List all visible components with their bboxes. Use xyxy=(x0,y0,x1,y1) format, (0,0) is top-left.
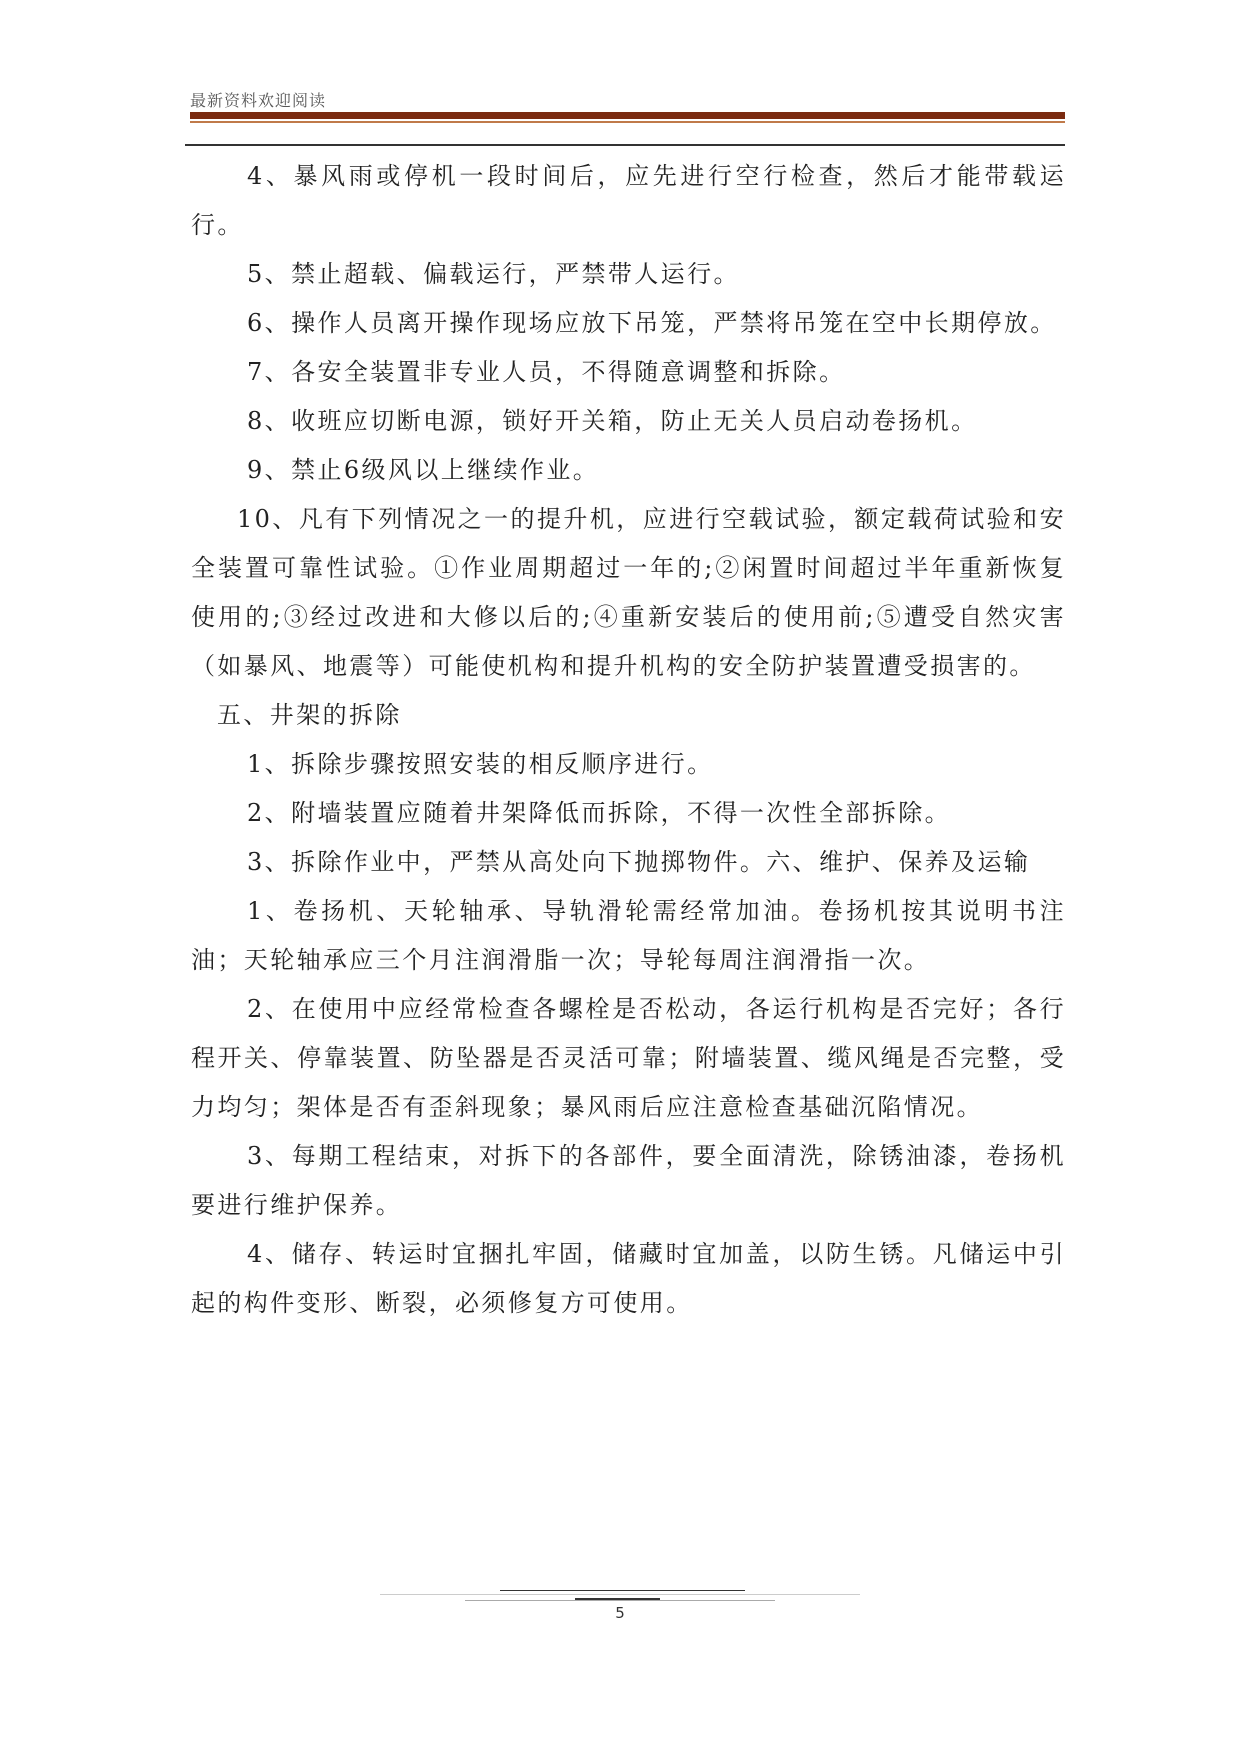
paragraph-maintenance-1: 1、卷扬机、天轮轴承、导轨滑轮需经常加油。卷扬机按其说明书注油；天轮轴承应三个月注润滑脂一次；导轮每周注润滑指一次。 xyxy=(191,897,1066,974)
paragraph-item-4: 4、暴风雨或停机一段时间后，应先进行空行检查，然后才能带载运行。 xyxy=(191,162,1066,239)
paragraph-item-10: 10、凡有下列情况之一的提升机，应进行空载试验，额定载荷试验和安全装置可靠性试验。①作业周期超过一年的;②闲置时间超过半年重新恢复使用的;③经过改进和大修以后的;④重新安装后的使用前;⑤遭受自然灾害（如暴风、地震等）可能使机构和提升机构的安全防护装置遭受损害的。 xyxy=(191,505,1066,680)
paragraph-item-9: 9、禁止6级风以上继续作业。 xyxy=(247,456,600,484)
paragraph-item-7: 7、各安全装置非专业人员，不得随意调整和拆除。 xyxy=(247,358,846,386)
header-rule-thin xyxy=(190,121,1065,123)
footer-rule-top xyxy=(500,1590,745,1591)
paragraph-item-8: 8、收班应切断电源，锁好开关箱，防止无关人员启动卷扬机。 xyxy=(247,407,978,435)
paragraph-item-5: 5、禁止超载、偏载运行，严禁带人运行。 xyxy=(247,260,740,288)
header-rule-thick xyxy=(190,112,1065,119)
paragraph-dismantle-1: 1、拆除步骤按照安装的相反顺序进行。 xyxy=(247,750,714,778)
footer-rule-bottom xyxy=(465,1600,775,1601)
paragraph-dismantle-2: 2、附墙装置应随着井架降低而拆除，不得一次性全部拆除。 xyxy=(247,799,952,827)
paragraph-dismantle-3: 3、拆除作业中，严禁从高处向下抛掷物件。六、维护、保养及运输 xyxy=(247,848,1031,876)
document-body xyxy=(191,152,1066,1328)
paragraph-maintenance-3: 3、每期工程结束，对拆下的各部件，要全面清洗，除锈油漆，卷扬机要进行维护保养。 xyxy=(191,1142,1066,1219)
header-text: 最新资料欢迎阅读 xyxy=(190,91,327,110)
section-heading-dismantling: 五、井架的拆除 xyxy=(217,701,402,729)
footer-rule-grey xyxy=(380,1594,860,1595)
header-rule-black xyxy=(185,144,1065,146)
page-header xyxy=(190,88,1065,148)
paragraph-item-6: 6、操作人员离开操作现场应放下吊笼，严禁将吊笼在空中长期停放。 xyxy=(247,309,1057,337)
page-footer xyxy=(380,1590,860,1630)
page-number: 5 xyxy=(615,1604,625,1622)
paragraph-maintenance-2: 2、在使用中应经常检查各螺栓是否松动，各运行机构是否完好；各行程开关、停靠装置、防坠器是否灵活可靠；附墙装置、缆风绳是否完整，受力均匀；架体是否有歪斜现象；暴风雨后应注意检查基础沉陷情况。 xyxy=(191,995,1066,1121)
paragraph-maintenance-4: 4、储存、转运时宜捆扎牢固，储藏时宜加盖，以防生锈。凡储运中引起的构件变形、断裂，必须修复方可使用。 xyxy=(191,1240,1066,1317)
